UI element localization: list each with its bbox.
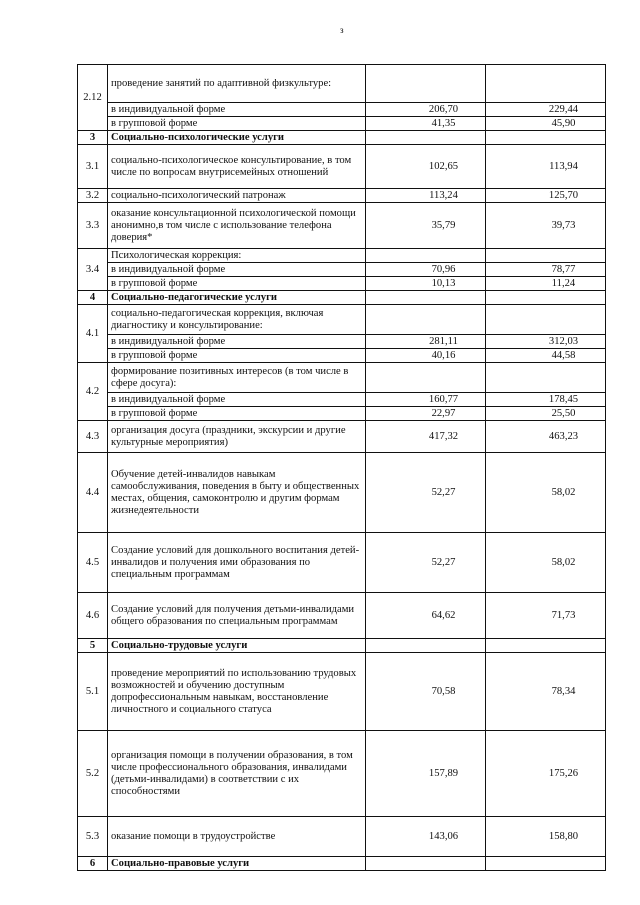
service-subform: в индивидуальной форме [108,393,366,407]
price-cell: 45,90 [486,117,606,131]
price-cell [486,249,606,263]
section-number: 5 [78,639,108,653]
price-cell [366,131,486,145]
table-row [78,653,606,731]
price-cell: 70,96 [366,263,486,277]
service-subform: в групповой форме [108,407,366,421]
service-subform: в групповой форме [108,349,366,363]
service-subform: в индивидуальной форме [108,263,366,277]
row-number: 3.4 [78,249,108,291]
row-number: 5.3 [78,817,108,857]
section-title: Социально-психологические услуги [108,131,366,145]
page-number-mark: з [340,25,344,35]
price-cell: 143,06 [366,817,486,857]
table-row [78,335,606,349]
row-number: 4.5 [78,533,108,593]
section-title: Социально-правовые услуги [108,857,366,871]
service-name: социально-психологический патронаж [108,189,366,203]
price-cell: 175,26 [486,731,606,817]
price-cell: 78,77 [486,263,606,277]
table-row [78,65,606,103]
table-row [78,189,606,203]
row-number: 4.3 [78,421,108,453]
section-number: 4 [78,291,108,305]
price-cell: 281,11 [366,335,486,349]
service-name: Психологическая коррекция: [108,249,366,263]
price-cell [366,363,486,393]
price-cell: 35,79 [366,203,486,249]
price-cell: 157,89 [366,731,486,817]
table-row [78,421,606,453]
service-name: социально-психологическое консультирование, в том числе по вопросам внутрисемейных отношений [108,145,366,189]
tariff-table [77,64,606,871]
section-row [78,857,606,871]
service-name: организация досуга (праздники, экскурсии и другие культурные мероприятия) [108,421,366,453]
section-row [78,639,606,653]
service-subform: в групповой форме [108,117,366,131]
table-row [78,407,606,421]
price-cell: 40,16 [366,349,486,363]
table-row [78,393,606,407]
table-row [78,203,606,249]
row-number: 4.4 [78,453,108,533]
table-row [78,593,606,639]
price-cell: 64,62 [366,593,486,639]
price-cell: 113,24 [366,189,486,203]
service-name: оказание консультационной психологической помощи анонимно,в том числе с использование телефона доверия* [108,203,366,249]
table-row [78,363,606,393]
section-title: Социально-трудовые услуги [108,639,366,653]
row-number: 2.12 [78,65,108,131]
section-row [78,291,606,305]
row-number: 5.2 [78,731,108,817]
service-name: организация помощи в получении образования, в том числе профессионального образования, инвалидами (детьми-инвалидами) в соответствии с их способностями [108,731,366,817]
table-row [78,349,606,363]
table-row [78,817,606,857]
price-cell: 41,35 [366,117,486,131]
price-cell: 22,97 [366,407,486,421]
service-name: проведение мероприятий по использованию трудовых возможностей и обучению доступным допрофессиональным навыкам, восстановление личностного и социального статуса [108,653,366,731]
price-cell: 158,80 [486,817,606,857]
row-number: 5.1 [78,653,108,731]
row-number: 3.1 [78,145,108,189]
price-cell: 52,27 [366,453,486,533]
table-row [78,453,606,533]
price-cell [366,65,486,103]
service-name: Создание условий для дошкольного воспитания детей-инвалидов и получения ими образования по специальным программам [108,533,366,593]
service-subform: в индивидуальной форме [108,335,366,349]
price-cell: 10,13 [366,277,486,291]
service-subform: в индивидуальной форме [108,103,366,117]
price-cell [486,131,606,145]
section-number: 6 [78,857,108,871]
price-cell [366,291,486,305]
price-cell [486,305,606,335]
price-cell: 178,45 [486,393,606,407]
price-cell: 71,73 [486,593,606,639]
service-name: формирование позитивных интересов (в том числе в сфере досуга): [108,363,366,393]
table-row [78,263,606,277]
table-row [78,533,606,593]
price-cell [486,65,606,103]
service-name: социально-педагогическая коррекция, включая диагностику и консультирование: [108,305,366,335]
table-row [78,731,606,817]
price-cell [366,639,486,653]
price-cell: 78,34 [486,653,606,731]
price-cell: 44,58 [486,349,606,363]
row-number: 4.1 [78,305,108,363]
price-cell: 417,32 [366,421,486,453]
price-cell: 160,77 [366,393,486,407]
table-row [78,103,606,117]
price-cell: 70,58 [366,653,486,731]
service-name: Обучение детей-инвалидов навыкам самообслуживания, поведения в быту и общественных местах, общения, самоконтролю и другим формам жизнедеятельности [108,453,366,533]
row-number: 3.3 [78,203,108,249]
price-cell: 113,94 [486,145,606,189]
price-cell: 39,73 [486,203,606,249]
price-cell [486,857,606,871]
price-cell: 229,44 [486,103,606,117]
row-number: 3.2 [78,189,108,203]
table-row [78,145,606,189]
service-name: Создание условий для получения детьми-инвалидами общего образования по специальным программам [108,593,366,639]
price-cell: 58,02 [486,453,606,533]
table-row [78,117,606,131]
section-row [78,131,606,145]
price-cell: 206,70 [366,103,486,117]
row-number: 4.2 [78,363,108,421]
price-cell: 11,24 [486,277,606,291]
service-subform: в групповой форме [108,277,366,291]
price-cell: 125,70 [486,189,606,203]
price-cell: 463,23 [486,421,606,453]
price-cell [366,249,486,263]
price-cell: 25,50 [486,407,606,421]
price-cell [486,363,606,393]
price-cell: 58,02 [486,533,606,593]
price-cell: 312,03 [486,335,606,349]
service-name: оказание помощи в трудоустройстве [108,817,366,857]
price-cell: 52,27 [366,533,486,593]
price-cell: 102,65 [366,145,486,189]
section-number: 3 [78,131,108,145]
service-name: проведение занятий по адаптивной физкультуре: [108,65,366,103]
table-row [78,305,606,335]
price-cell [366,305,486,335]
price-cell [486,639,606,653]
section-title: Социально-педагогические услуги [108,291,366,305]
table-row [78,277,606,291]
row-number: 4.6 [78,593,108,639]
price-cell [366,857,486,871]
price-cell [486,291,606,305]
table-row [78,249,606,263]
